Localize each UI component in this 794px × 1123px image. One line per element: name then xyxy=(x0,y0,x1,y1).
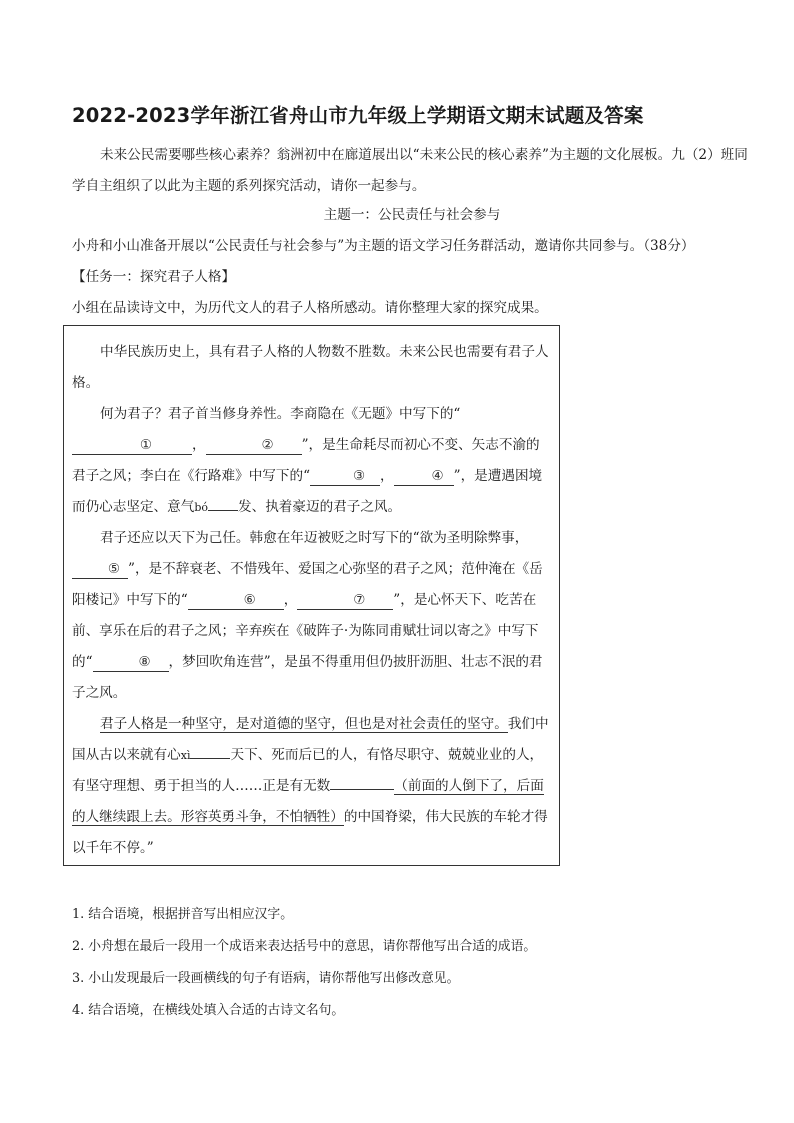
blank-bo[interactable] xyxy=(208,510,238,511)
research-box-content xyxy=(72,337,552,864)
idiom-hint: （前面的人倒下了，后面的人继续跟上去。形容英勇斗争，不怕牺牲） xyxy=(72,778,544,825)
underlined-sentence: 君子人格是一种坚守，是对道德的坚守，但也是对社会责任的坚守。 xyxy=(100,716,508,732)
task-description: 小组在品读诗文中，为历代文人的君子人格所感动。请你整理大家的探究成果。 xyxy=(72,300,548,316)
page-title: 2022-2023学年浙江省舟山市九年级上学期语文期末试题及答案 xyxy=(72,104,644,127)
theme-heading: 主题一：公民责任与社会参与 xyxy=(323,207,501,223)
question-4: 4. 结合语境，在横线处填入合适的古诗文名句。 xyxy=(72,1003,345,1018)
box-paragraph-2: 何为君子？君子首当修身养性。李商隐在《无题》中写下的“① ， ② ”，是生命耗尽而初心不变、矢志不渝的君子之风；李白在《行路难》中写下的“ ③ ， ④ ”，是遭遇困境而仍心志坚定、意气bó 发、执着豪迈的君子之风。 xyxy=(72,406,543,515)
pinyin-bo: bó xyxy=(194,501,209,514)
question-2: 2. 小舟想在最后一段用一个成语来表达括号中的意思，请你帮他写出合适的成语。 xyxy=(72,939,537,954)
question-1: 1. 结合语境，根据拼音写出相应汉字。 xyxy=(72,907,294,922)
box-paragraph-4: 君子人格是一种坚守，是对道德的坚守，但也是对社会责任的坚守。我们中国从古以来就有心xì 天下、死而后已的人，有恪尽职守、兢兢业业的人，有坚守理想、勇于担当的人……正是有无数 （前面的人倒下了，后面的人继续跟上去。形容英勇斗争，不怕牺牲）的中国脊梁，伟大民族的车轮才得以千年不停。” xyxy=(72,716,549,856)
blank-7[interactable]: ⑦ xyxy=(297,591,393,610)
blank-5[interactable]: ⑤ xyxy=(72,560,128,579)
blank-xi[interactable] xyxy=(190,758,230,759)
blank-1[interactable]: ① xyxy=(72,436,192,455)
pinyin-xi: xì xyxy=(180,749,191,762)
blank-idiom[interactable] xyxy=(330,789,394,790)
box-paragraph-3: 君子还应以天下为己任。韩愈在年迈被贬之时写下的“欲为圣明除弊事，⑤ ”，是不辞衰老、不惜残年、爱国之心弥坚的君子之风；范仲淹在《岳阳楼记》中写下的“ ⑥ ， ⑦ ”，是心怀天下、吃苦在前、享乐在后的君子之风；辛弃疾在《破阵子·为陈同甫赋壮词以寄之》中写下的“ ⑧ ，梦回吹角连营”，是虽不得重用但仍披肝沥胆、壮志不泯的君子之风。 xyxy=(72,530,543,701)
question-list xyxy=(72,903,752,1031)
activity-intro: 小舟和小山准备开展以“公民责任与社会参与”为主题的语文学习任务群活动，邀请你共同参与。（38分） xyxy=(72,238,695,254)
intro-paragraph: 未来公民需要哪些核心素养？翁洲初中在廊道展出以“未来公民的核心素养”为主题的文化展板。九（2）班同学自主组织了以此为主题的系列探究活动，请你一起参与。 xyxy=(72,147,748,194)
blank-8[interactable]: ⑧ xyxy=(93,653,169,672)
blank-3[interactable]: ③ xyxy=(310,467,380,486)
blank-4[interactable]: ④ xyxy=(394,467,454,486)
blank-6[interactable]: ⑥ xyxy=(188,591,284,610)
question-3: 3. 小山发现最后一段画横线的句子有语病，请你帮他写出修改意见。 xyxy=(72,971,460,986)
task-heading: 【任务一：探究君子人格】 xyxy=(72,269,236,285)
box-paragraph-1: 中华民族历史上，具有君子人格的人物数不胜数。未来公民也需要有君子人格。 xyxy=(72,344,549,391)
blank-2[interactable]: ② xyxy=(206,436,302,455)
